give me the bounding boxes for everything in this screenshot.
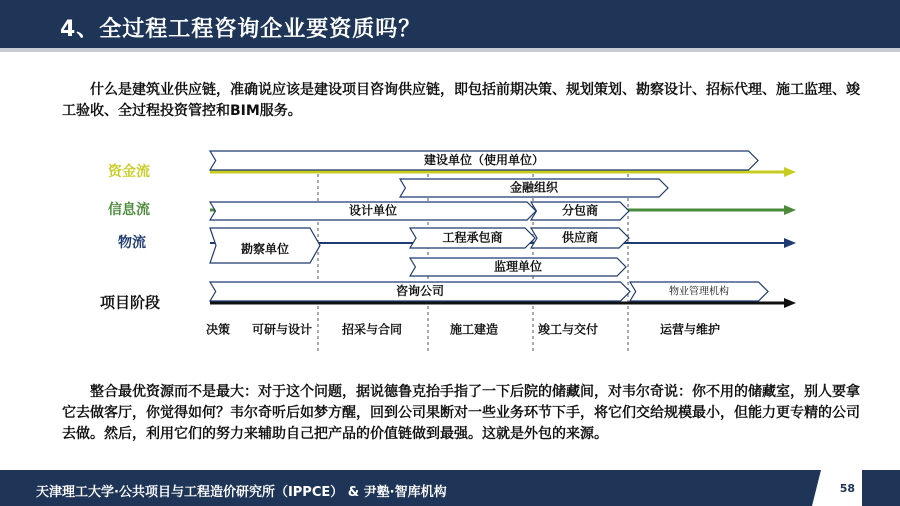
phase-label-2: 可研与设计 bbox=[251, 322, 313, 337]
phase-label-5: 竣工与交付 bbox=[537, 322, 599, 337]
bar-supplier-label: 供应商 bbox=[561, 230, 599, 245]
bar-contractor-label: 工程承包商 bbox=[442, 230, 503, 245]
outsourcing-paragraph: 整合最优资源而不是最大：对于这个问题，据说德鲁克抬手指了一下后院的储藏间，对韦尔奇说：你不用的储藏室，别人要拿它去做客厅，你觉得如何？韦尔奇听后如梦方醒，回到公司果断对一些业务环节下手，将它们交给规模最小，但能力更专精的公司去做。然后，利用它们的努力来辅助自己把产品的价值链做到最强。这就是外包的来源。 bbox=[62, 384, 860, 442]
project-phase-flow-label: 项目阶段 bbox=[100, 293, 161, 312]
information-flow-label: 信息流 bbox=[108, 202, 150, 218]
phase-label-1: 决策 bbox=[205, 322, 231, 337]
information-flow-arrowhead bbox=[784, 205, 796, 215]
bar-subcontractor-label: 分包商 bbox=[561, 203, 599, 218]
logistics-flow-label: 物流 bbox=[118, 235, 146, 251]
bar-consultant-label: 咨询公司 bbox=[395, 284, 445, 298]
capital-flow-label: 资金流 bbox=[108, 164, 150, 180]
bar-designer-label: 设计单位 bbox=[348, 203, 398, 218]
bar-finance-label: 金融组织 bbox=[509, 180, 559, 195]
footer-bar bbox=[0, 470, 900, 506]
footer-text: 天津理工大学·公共项目与工程造价研究所（IPPCE） & 尹塾·智库机构 bbox=[36, 485, 447, 500]
slide-title: 4、全过程工程咨询企业要资质吗？ bbox=[60, 17, 422, 42]
phase-label-4: 施工建造 bbox=[449, 322, 499, 337]
phase-label-6: 运营与维护 bbox=[659, 322, 721, 337]
intro-paragraph: 什么是建筑业供应链，准确说应该是建设项目咨询供应链，即包括前期决策、规划策划、勘察设计、招标代理、施工监理、竣工验收、全过程投资管控和BIM服务。 bbox=[62, 82, 860, 119]
logistics-flow-arrowhead bbox=[784, 238, 796, 248]
phase-label-3: 招采与合同 bbox=[341, 322, 403, 337]
supply-chain-diagram bbox=[0, 138, 900, 376]
project-phase-flow-arrowhead bbox=[784, 298, 796, 308]
title-bar bbox=[0, 0, 900, 52]
bar-property-label: 物业管理机构 bbox=[669, 286, 729, 298]
capital-flow-arrowhead bbox=[784, 167, 796, 177]
bar-owner-label: 建设单位（使用单位） bbox=[423, 153, 545, 167]
bar-surveyor-label: 勘察单位 bbox=[240, 242, 290, 256]
bar-supervisor-label: 监理单位 bbox=[493, 259, 543, 274]
page-number: 58 bbox=[839, 482, 855, 495]
